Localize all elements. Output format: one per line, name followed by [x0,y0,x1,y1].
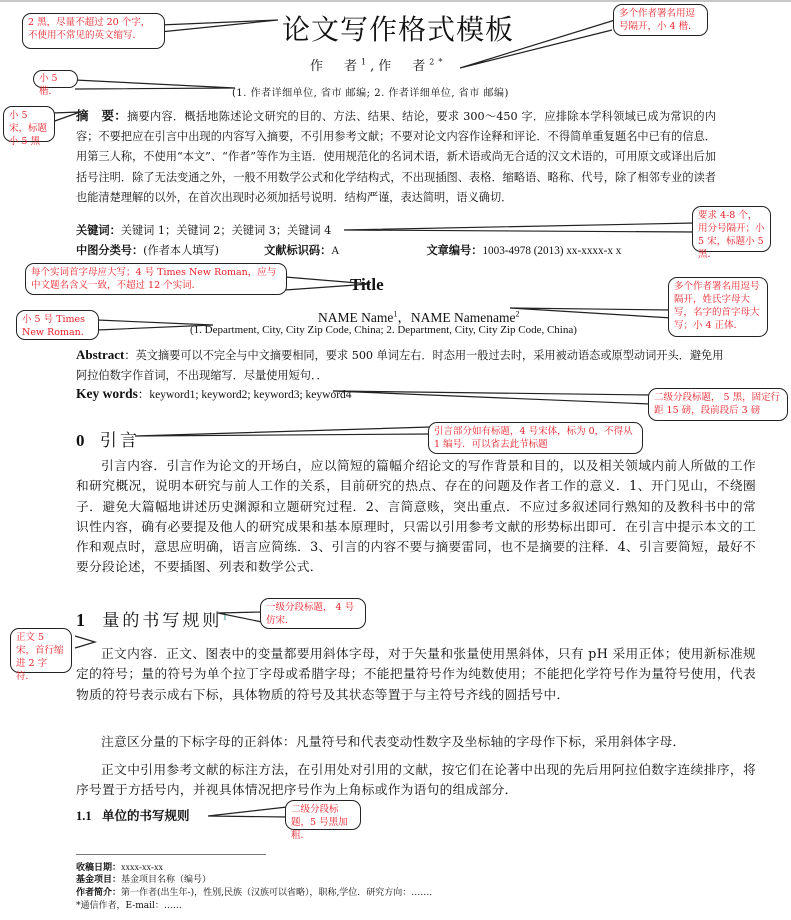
callout-english-affil-note: 小 5 号 Times New Roman． [16,310,99,340]
section-1-title: 量的书写规则 [102,611,223,631]
classification-line [76,241,776,261]
callout-section1-note: 一级分段标题， 4 号仿宋． [260,598,366,629]
callout-intro-note: 引言部分如有标题，4 号宋体，标为 0，不得从 1 编号．可以省去此节标题 [428,422,643,454]
author-separator: , [370,59,379,74]
section-heading-1-1 [76,806,190,824]
english-author-1-marker: 1 [393,309,398,319]
section-heading-1 [76,606,228,631]
abstract-label: 摘 要： [76,108,128,123]
section-heading-0 [76,426,140,451]
article-no-value: 1003-4978 (2013) xx-xxxx-x x [482,245,622,257]
callout-english-authors-note: 多个作者署名用逗号隔开，姓氏字母大写，名字的首字母大写；小 4 正体． [668,277,768,337]
callout-heading-spacing-note: 二级分段标题， 5 黑，固定行距 15 磅，段前段后 3 磅 [648,388,788,421]
footnote-text: *通信作者，E-mail：…… [76,901,182,911]
callout-keywords-note: 要求 4-8 个，用分号隔开；小 5 宋，标题小 5 黑． [692,206,771,252]
keywords-text: 关键词 1；关键词 2；关键词 3；关键词 4 [120,224,332,237]
english-author-1: NAME Name [318,310,394,325]
section-1-footnote-marker[interactable]: 1 [222,612,228,622]
footnote-label: 基金项目： [76,875,122,885]
callout-affil-note: 小 5 楷． [33,70,78,88]
section-1-1-title: 单位的书写规则 [101,808,190,823]
english-abstract-label: Abstract [76,347,125,362]
footnote-text: 基金项目名称（编号） [121,875,212,885]
footnote-separator [76,854,266,855]
author-1-affil-marker: 1 [361,57,371,67]
section-1-1-number: 1.1 [76,809,92,823]
footnote-text: 第一作者(出生年-)，性别,民族（汉族可以省略），职称,学位．研究方向：……． [121,888,439,898]
callout-section11-note: 二级分段标题，5 号黑加粗． [285,800,361,830]
body-paragraph-1: 正文内容．正文、图表中的变量都要用斜体字母，对于矢量和张量使用黑斜体，只有 pH 采用正体；使用新标准规定的符号；量的符号为单个拉丁字母或希腊字母；不能把量符号作为纯数使用；不能把化学符号作为量符号使用，代表物质的符号表示成右下标，具体物质的符号及其状态等置于与主符号齐线的圆括号中． [76,646,756,702]
affiliation-line: (1. 作者详细单位, 省市 邮编; 2. 作者详细单位, 省市 邮编) [232,88,509,99]
callout-body-note: 正文 5 宋，首行缩进 2 字符． [10,628,72,673]
doc-code-value: A [331,245,340,257]
author-2-affil-marker: 2* [429,57,447,67]
keywords-line [76,221,716,241]
english-affiliation: (1. Department, City, City Zip Code, China; 2. Department, City, City Zip Code, China) [190,324,577,336]
english-abstract-text: ：英文摘要可以不完全与中文摘要相同，要求 500 单词左右．时态用一般过去时，采用被动语态或原型动词开头．避免用阿拉伯数字作首词，不出现缩写．尽量使用短句．． [76,349,724,383]
callout-authors-note: 多个作者署名用逗号隔开，小 4 楷． [613,4,708,36]
abstract-text: 摘要内容．概括地陈述论文研究的目的、方法、结果、结论，要求 300～450 字．应排除本学科领域已成为常识的内容；不要把应在引言中出现的内容写入摘要，不引用参考文献；不要对论文内容作诠释和评论．不得简单重复题名中已有的信息．用第三人称，不使用“本文”、“作者”等作为主语．使用规范化的名词术语，新术语或尚无合适的汉文术语的，可用原文或译出后加括号注明．除了无法变通之外，一般不用数学公式和化学结构式，不出现插图、表格．缩略语、略称、代号，除了相邻专业的读者也能清楚理解的以外，在首次出现时必须加括号说明．结构严谨，表达简明，语义确切． [76,110,716,204]
english-author-line [318,306,519,326]
author-line [310,55,446,74]
section-1-number: 1 [76,610,85,630]
english-author-separator: ， [397,310,411,325]
english-abstract [76,345,726,386]
paper-title: 论文写作格式模板 [282,13,515,46]
keywords-label: 关键词： [76,224,121,237]
clc-label: 中图分类号： [76,244,144,257]
footnote-author-bio [76,887,438,900]
abstract-paragraph [76,106,716,208]
footnote-label: 收稿日期： [76,863,122,873]
footnote-label: 作者简介： [76,888,122,898]
page-top-border [0,0,791,2]
callout-abstract-note: 小 5 宋，标题小 5 黑 [3,106,55,142]
footnote-corresponding [76,900,182,913]
english-author-2: NAME Namename [410,310,516,325]
footnote-received-date [76,861,163,875]
english-title: Title [350,275,384,294]
english-keywords-label: Key words [76,386,138,401]
intro-paragraph: 引言内容．引言作为论文的开场白，应以简短的篇幅介绍论文的写作背景和目的，以及相关领域内前人所做的工作和研究概况，说明本研究与前人工作的关系，目前研究的热点、存在的问题及作者工作的意义．1、开门见山，不绕圈子．避免大篇幅地讲述历史渊源和立题研究过程．2、言简意赅，突出重点．不应过多叙述同行熟知的及教科书中的常识性内容，确有必要提及他人的研究成果和基本原理时，只需以引用参考文献的形势标出即可．在引言中提示本文的工作和观点时，意思应明确，语言应简练．3、引言的内容不要与摘要雷同，也不是摘要的注释．4、引言要简短，最好不要分段论述，不要插图、列表和数学公式． [76,458,756,575]
english-author-2-marker: 2 [515,309,520,319]
footnote-text: xxxx-xx-xx [121,862,164,872]
doc-code-label: 文献标识码： [264,244,332,257]
callout-english-title-note: 每个实词首字母应大写；4 号 Times New Roman，应与中文题名含义一致，不超过 12 个实词． [25,263,287,295]
article-no-label: 文章编号： [426,244,483,257]
author-1: 作 者 [310,59,362,74]
author-2: 作 者 [378,59,430,74]
callout-title-note: 2 黑，尽量不超过 20 个字，不使用不常见的英文缩写． [22,13,165,49]
body-paragraph-2: 注意区分量的下标字母的正斜体：凡量符号和代表变动性数字及坐标轴的字母作下标，采用斜体字母． [101,734,686,749]
footnote-fund [76,874,211,887]
english-keywords-text: ：keyword1; keyword2; keyword3; keyword4 [137,389,352,401]
clc-value: (作者本人填写) [143,244,219,257]
section-0-number: 0 [76,431,85,450]
body-paragraph-3: 正文中引用参考文献的标注方法，在引用处对引用的文献，按它们在论著中出现的先后用阿拉伯数字连续排序，将序号置于方括号内，并视具体情况把序号作为上角标或作为语句的组成部分． [76,762,756,798]
section-0-title: 引言 [99,431,140,451]
english-keywords-line [76,384,716,405]
